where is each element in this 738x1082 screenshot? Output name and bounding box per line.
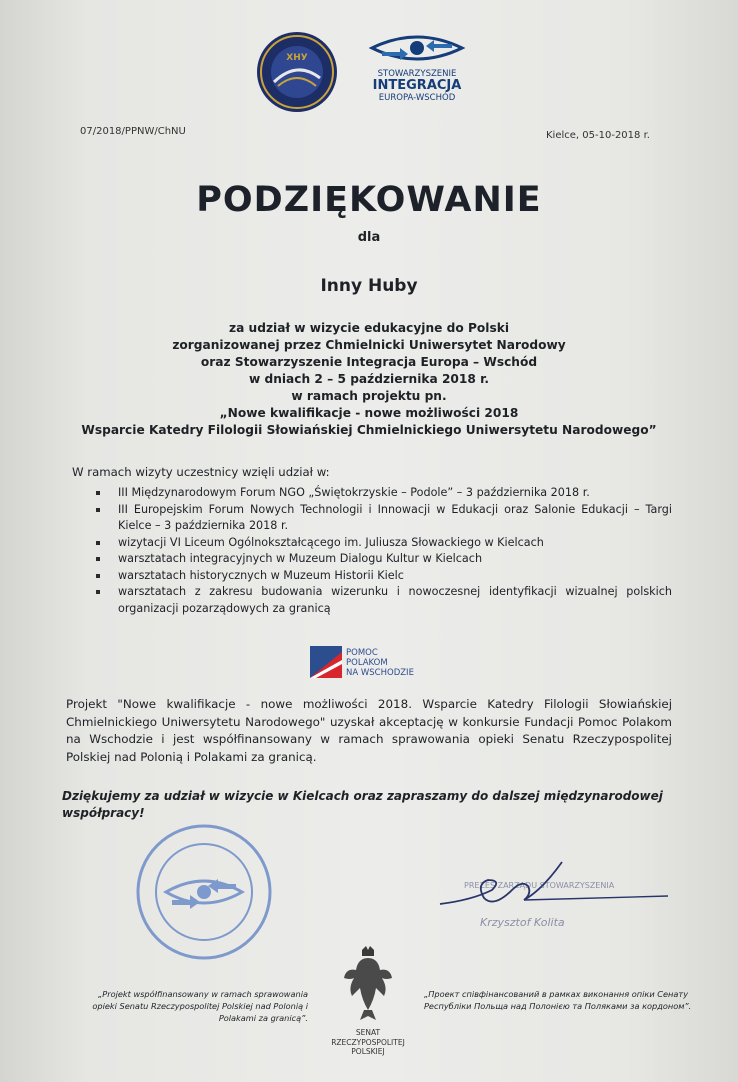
logo-text-line: POMOC — [346, 648, 378, 658]
reference-number: 07/2018/PPNW/ChNU — [80, 126, 186, 137]
association-logo — [362, 28, 472, 116]
issue-date: Kielce, 05-10-2018 r. — [546, 130, 650, 141]
intro-line: w ramach projektu pn. — [291, 389, 447, 403]
university-logo — [248, 30, 346, 114]
senate-eagle-icon — [340, 944, 396, 1022]
svg-text:PREZES ZARZĄDU STOWARZYSZENIA: PREZES ZARZĄDU STOWARZYSZENIA — [464, 881, 615, 890]
bullet-icon — [96, 557, 100, 561]
intro-line: za udział w wizycie edukacyjne do Polski — [229, 321, 509, 335]
pomoc-flag-icon — [310, 646, 342, 678]
project-paragraph: Projekt "Nowe kwalifikacje - nowe możliwości 2018. Wsparcie Katedry Filologii Słowiańskiej Chmielnickiego Uniwersytetu Narodowego" uzyskał akceptację w konkursie Fundacji Pomoc Polakom na Wschodzie i jest współfinansowany w ramach sprawowania opieki Senatu Rzeczypospolitej Polskiej nad Polonią i Polakami za granicą. — [66, 697, 672, 764]
footer-note-polish: „Projekt współfinansowany w ramach sprawowania opieki Senatu Rzeczypospolitej Polskiej nad Polonią i Polakami za granicą”. — [92, 989, 308, 1023]
senate-label-line: SENAT — [355, 1028, 381, 1037]
logo-text-line: INTEGRACJA — [372, 78, 462, 93]
association-stamp-icon — [126, 822, 282, 962]
logo-text-line: NA WSCHODZIE — [346, 668, 414, 678]
senate-label-line: POLSKIEJ — [351, 1047, 385, 1056]
intro-block — [0, 320, 738, 439]
list-item: warsztatach historycznych w Muzeum Historii Kielc — [92, 568, 672, 585]
footer-note-ukrainian: „Проект співфінансований в рамках виконання опіки Сенату Республіки Польща над Полонією та Поляками за кордоном”. — [424, 989, 692, 1011]
document-title: PODZIĘKOWANIE — [196, 180, 542, 220]
bullet-icon — [96, 590, 100, 594]
senate-label — [300, 1028, 436, 1057]
list-item: wizytacji VI Liceum Ogólnokształcącego im. Juliusza Słowackiego w Kielcach — [92, 535, 672, 552]
logo-text-line: STOWARZYSZENIE — [377, 69, 457, 79]
pomoc-polakom-logo — [310, 644, 432, 682]
bullet-icon — [96, 574, 100, 578]
intro-line: zorganizowanej przez Chmielnicki Uniwersytet Narodowy — [172, 338, 566, 352]
recipient-name: Inny Huby — [320, 276, 418, 296]
list-item: III Międzynarodowym Forum NGO „Świętokrzyskie – Podole” – 3 października 2018 r. — [92, 485, 672, 502]
logo-text-line: POLAKOM — [346, 658, 388, 668]
bullet-icon — [96, 491, 100, 495]
participation-list — [92, 485, 672, 617]
list-item: III Europejskim Forum Nowych Technologii i Innowacji w Edukacji oraz Salonie Edukacji – Targi Kielce – 3 października 2018 r. — [92, 502, 672, 535]
for-label: dla — [357, 230, 381, 245]
intro-line: „Nowe kwalifikacje - nowe możliwości 2018 — [219, 406, 519, 420]
intro-line: w dniach 2 – 5 października 2018 r. — [248, 372, 490, 386]
signatory-name: Krzysztof Kolita — [480, 916, 565, 929]
association-eye-icon — [362, 28, 472, 68]
intro-line: Wsparcie Katedry Filologii Słowiańskiej Chmielnickiego Uniwersytetu Narodowego” — [81, 423, 657, 437]
list-item: warsztatach integracyjnych w Muzeum Dialogu Kultur w Kielcach — [92, 551, 672, 568]
thanks-line: Dziękujemy za udział w wizycie w Kielcach oraz zapraszamy do dalszej międzynarodowej współpracy! — [62, 789, 663, 820]
senate-label-line: RZECZYPOSPOLITEJ — [331, 1037, 405, 1047]
intro-line: oraz Stowarzyszenie Integracja Europa – Wschód — [200, 355, 538, 369]
participation-lead: W ramach wizyty uczestnicy wzięli udział w: — [72, 465, 330, 479]
bullet-icon — [96, 541, 100, 545]
list-item: warsztatach z zakresu budowania wizerunku i nowoczesnej identyfikacji wizualnej polskich organizacji pozarządowych za granicą — [92, 584, 672, 617]
bullet-icon — [96, 508, 100, 512]
svg-text:ХНУ: ХНУ — [286, 53, 308, 63]
logo-text-line: EUROPA-WSCHÓD — [378, 93, 456, 103]
